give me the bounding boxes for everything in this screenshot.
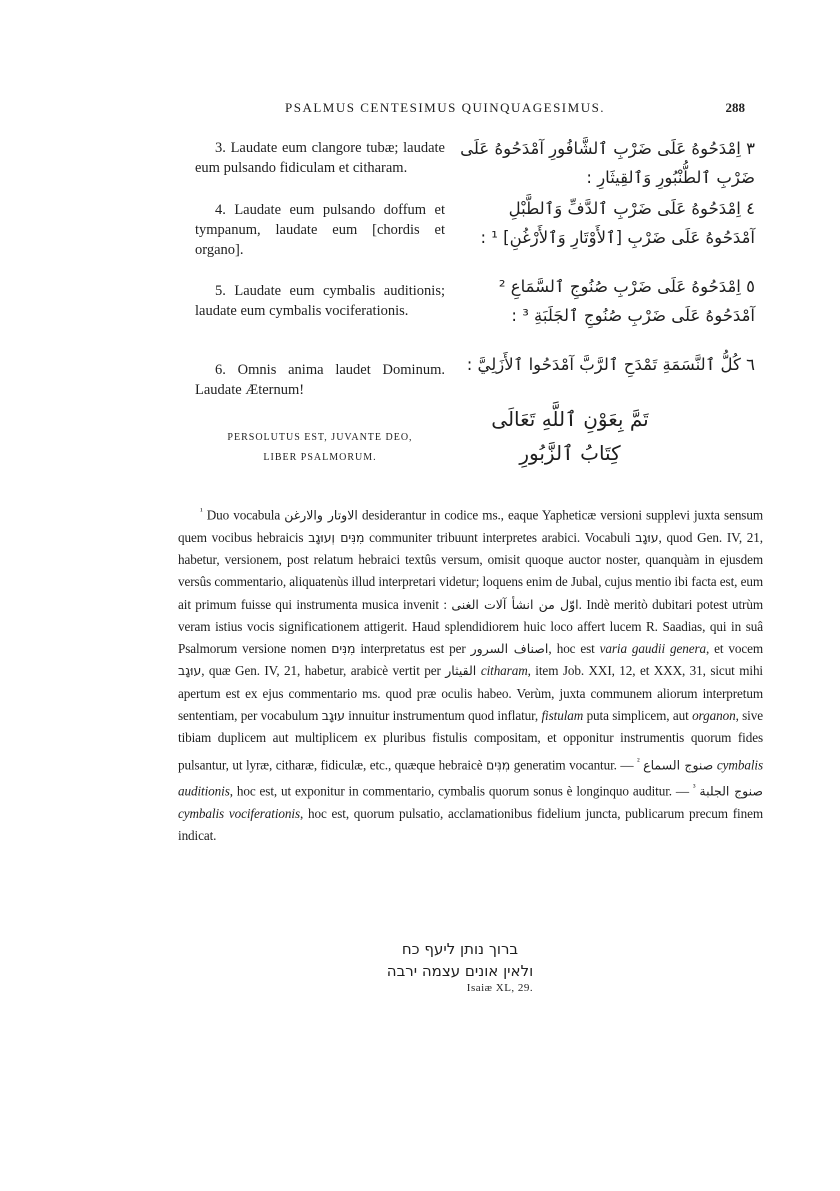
hebrew-term: עוּגָב [321,708,345,724]
footnote-marker-1: ¹ [200,506,203,516]
footnote-text: , hoc est, ut exponitur in commentario, cymbalis quorum sonus è longinquo auditur. — [229,783,693,799]
verse-6-arabic: ٦ كُلُّ ٱلنَّسَمَةِ تَمْدَحِ ٱلرَّبَّ آمْدَحُوا ٱلأَزَلِيَّ : [466,355,755,374]
italic-term: citharam [480,663,528,679]
arabic-term: اوّل من انشأ آلات الغنى [451,596,579,612]
hebrew-term: עוּגָב [635,529,659,545]
footnote-text: , sive tibiam duplicem aut multiplicem ex pluribus fistulis compositam, et opponitur instrumentis quorum fides pulsantur, ut lyræ, citharæ, fidiculæ, etc., quæque hebraicè [178,708,763,773]
quote-reference: Isaiæ XL, 29. [466,982,534,994]
italic-term: cymbalis auditionis [178,757,763,799]
footnote-text: , et vocem [705,641,764,657]
hebrew-quote-line-1: ברוך נותן ליעף כח [401,940,519,958]
footnote-text: . Indè meritò dubitari potest utrùm veram istius vocis significationem attigerit. Haud splendidiorem huic loco affert lucem R. Saadias, qui in suâ Psalmorum versione nomen [178,596,763,657]
running-title: PSALMUS CENTESIMUS QUINQUAGESIMUS. [285,100,606,115]
hebrew-quotation [330,938,590,982]
footnote-text: generatim vocantur. — [510,757,638,773]
arabic-term: القيثار [445,663,477,679]
arabic-term: اصناف السرور [470,641,549,657]
italic-term: fistulam [541,708,584,724]
page-number: 288 [725,100,745,115]
colophon-latin-line-2: LIBER PSALMORUM. [263,452,377,463]
footnote-marker-3: ³ [692,782,696,793]
footnote-text: , hoc est [548,641,600,657]
hebrew-term: עוּגָב [178,663,202,679]
hebrew-term: מִנִּים [331,641,356,657]
italic-term: cymbalis vociferationis [178,806,300,822]
footnote-text: innuitur instrumentum quod inflatur, [344,708,542,724]
footnote-text: interpretatus est per [355,641,471,657]
footnote-text: , quæ Gen. IV, 21, habetur, arabicè vertit per [201,663,446,679]
verse-3-latin: 3. Laudate eum clangore tubæ; laudate eum pulsando fidiculam et citharam. [195,140,445,176]
footnote-text: , quod Gen. IV, 21, habetur, versionem, post relatum hebraici textûs versum, omisit quoque auctor noster, quanquàm in ejusdem versûs commentario, aliquatenùs illud interpretari videtur; loquens enim de Jubal, cujus mentio ibi facta est, eum ait primum fuisse qui instrumenta musica invenit : [178,529,763,612]
arabic-term: صنوج السماع [643,757,714,773]
footnote-text: , item Job. XXI, 12, et XXX, 31, sicut mihi apertum est ex ejus commentario ms. quod præ oculis habeo. Verùm, juxta communem aliorum interpretum sententiam, per vocabulum [178,663,763,724]
colophon-arabic-line-1: تَمَّ بِعَوْنِ ٱللَّهِ تَعَالَى [491,407,649,431]
footnote-text: puta simplicem, aut [583,708,693,724]
footnote-text: Duo vocabula [202,507,285,523]
verse-4-arabic: ٤ اِمْدَحُوهُ عَلَى ضَرْبِ ٱلدَّفِّ وَٱلطَّبْلِ آمْدَحُوهُ عَلَى ضَرْبِ [ٱلأَوْتَارِ وَٱلأَرْغُنِ] ¹ : [480,199,755,247]
hebrew-term: מִנִּים וְעוּגָב [308,529,365,545]
footnote-text: , hoc est, quorum pulsatio, acclamationibus fidelium juncta, publicarum precum finem indicat. [178,806,763,844]
arabic-term: صنوج الجلبة [699,783,763,799]
footnote-marker-2: ² [637,755,640,766]
verse-6-latin: 6. Omnis anima laudet Dominum. Laudate Æternum! [195,362,445,398]
italic-term: organon [692,708,736,724]
hebrew-quote-line-2: ולאין אונים עצמה ירבה [386,962,534,980]
footnote-text: desiderantur in codice ms., eaque Yapheticæ versioni supplevi juxta sensum quem vocibus hebraicis [178,507,763,545]
footnote-text: communiter tribuunt interpretes arabici. Vocabuli [364,529,636,545]
colophon-latin-line-1: PERSOLUTUS EST, JUVANTE DEO, [227,432,413,443]
colophon-latin [195,428,445,468]
verse-5-latin: 5. Laudate eum cymbalis auditionis; laudate eum cymbalis vociferationis. [195,283,445,319]
italic-term: varia gaudii genera [599,641,706,657]
footnote-paragraph [178,500,763,848]
page-header [205,100,745,122]
arabic-term: الاوتار والارغن [284,507,358,523]
colophon-arabic [470,402,670,470]
hebrew-term: מִנִּים [486,757,511,773]
verse-4-latin: 4. Laudate eum pulsando doffum et tympanum, laudate eum [chordis et organo]. [195,202,445,258]
colophon-arabic-line-2: كِتَابُ ٱلزَّبُورِ [519,441,621,465]
footnote [178,500,763,848]
verse-3-arabic: ٣ اِمْدَحُوهُ عَلَى ضَرْبِ ٱلشَّافُورِ آمْدَحُوهُ عَلَى ضَرْبِ ٱلطُّنْبُورِ وَٱلقِيثَارِ : [460,139,755,187]
verse-5-arabic: ٥ اِمْدَحُوهُ عَلَى ضَرْبِ صُنُوجِ ٱلسَّمَاعِ ² آمْدَحُوهُ عَلَى ضَرْبِ صُنُوجِ ٱلجَلَبَةِ ³ : [498,277,755,325]
